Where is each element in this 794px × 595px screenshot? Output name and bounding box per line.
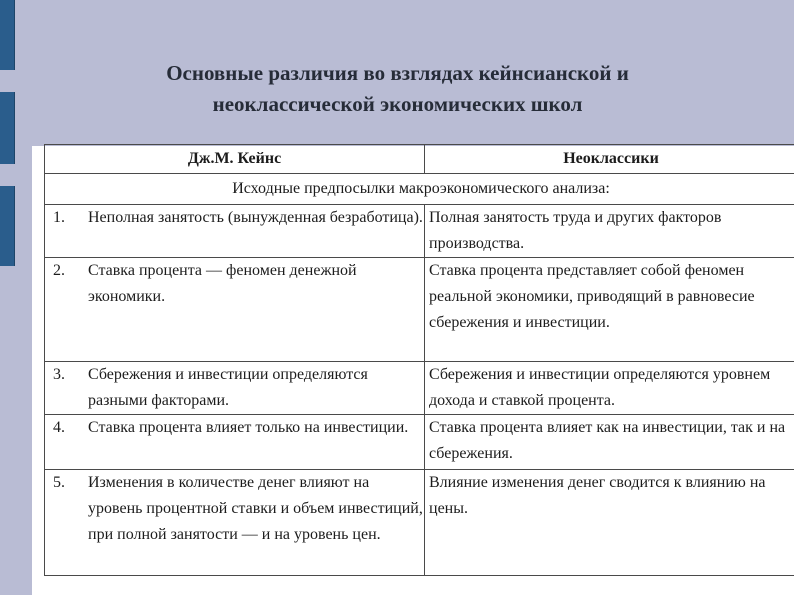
header-neoclassics: Неоклассики	[425, 145, 794, 174]
document-page	[32, 146, 794, 595]
side-bar-middle	[0, 92, 15, 164]
comparison-table	[44, 144, 794, 576]
title-line-1: Основные различия во взглядах кейнсианской и	[166, 61, 629, 85]
neoclassic-cell: Сбережения и инвестиции определяются уровнем дохода и ставкой процента.	[425, 362, 794, 415]
row-number: 4.	[53, 419, 65, 436]
row-number: 1.	[53, 209, 65, 226]
keynes-cell: Изменения в количестве денег влияют на уровень процентной ставки и объем инвестиций, при полной занятости — и на уровень цен.	[88, 474, 423, 543]
table-row	[45, 415, 794, 470]
title-line-2: неоклассической экономических школ	[212, 92, 583, 116]
neoclassic-cell: Ставка процента представляет собой феномен реальной экономики, приводящий в равновесие сбережения и инвестиции.	[425, 258, 794, 362]
header-keynes: Дж.М. Кейнс	[45, 145, 425, 174]
table-row	[45, 258, 794, 362]
neoclassic-cell: Влияние изменения денег сводится к влиянию на цены.	[425, 470, 794, 576]
side-bar-top	[0, 0, 15, 70]
subheader-premises: Исходные предпосылки макроэкономического анализа:	[45, 174, 794, 205]
row-number: 2.	[53, 262, 65, 279]
row-number: 5.	[53, 474, 65, 491]
keynes-cell: Неполная занятость (вынужденная безработица).	[88, 209, 423, 226]
table-subheader-row	[45, 174, 794, 205]
keynes-cell: Ставка процента влияет только на инвестиции.	[88, 419, 409, 436]
keynes-cell: Ставка процента — феномен денежной экономики.	[88, 262, 357, 305]
side-bar-bottom	[0, 186, 15, 266]
table-row	[45, 205, 794, 258]
neoclassic-cell: Ставка процента влияет как на инвестиции, так и на сбережения.	[425, 415, 794, 470]
table-row	[45, 362, 794, 415]
keynes-cell: Сбережения и инвестиции определяются разными факторами.	[88, 366, 368, 409]
neoclassic-cell: Полная занятость труда и других факторов производства.	[425, 205, 794, 258]
table-header-row	[45, 145, 794, 174]
slide-title	[60, 58, 735, 120]
row-number: 3.	[53, 366, 65, 383]
table-row	[45, 470, 794, 576]
